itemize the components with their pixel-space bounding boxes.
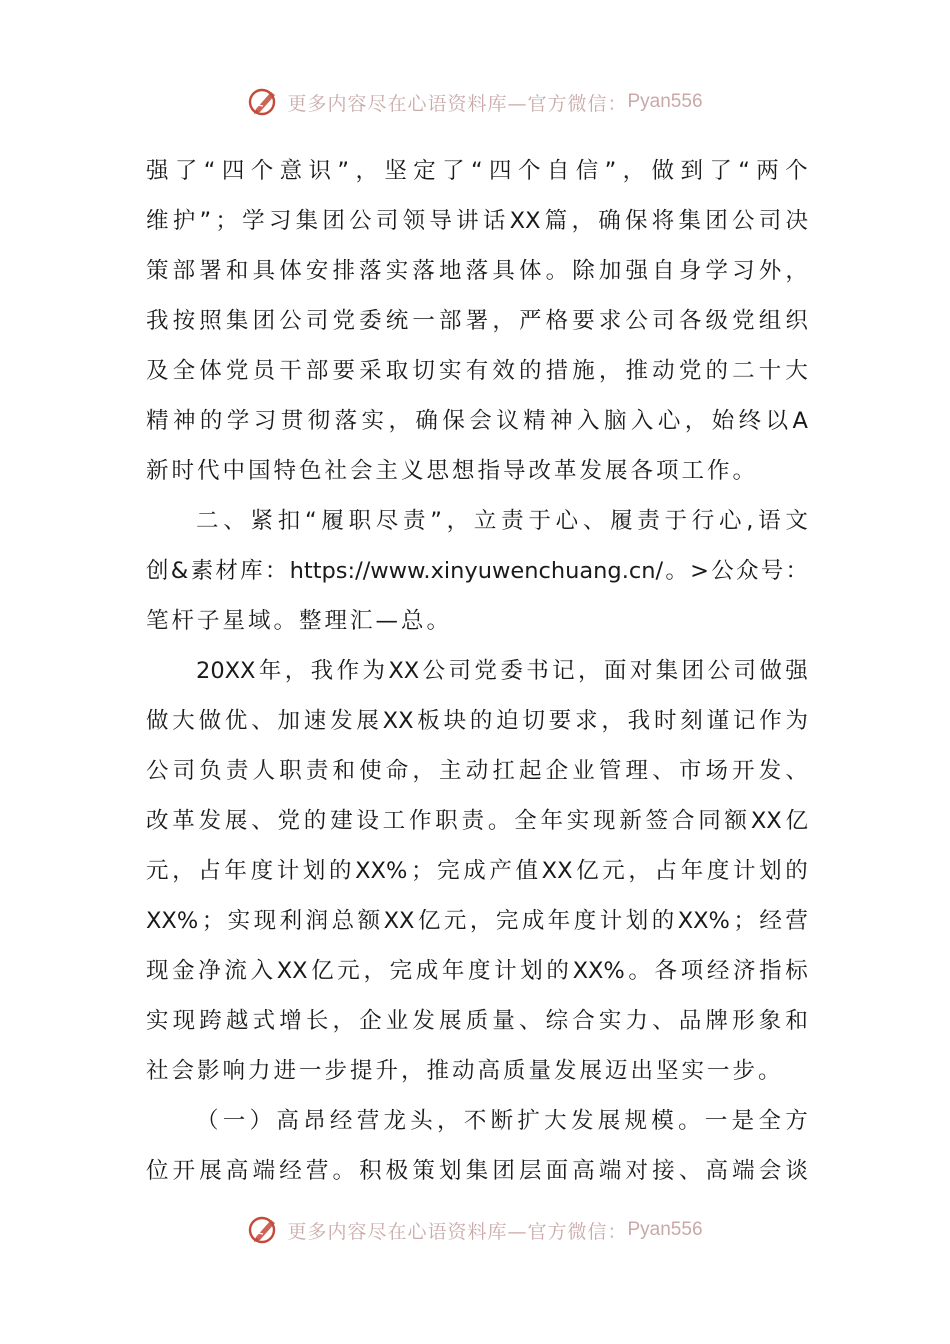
text-line: 维 护 ” ； 学 习 集 团 公 司 领 导 讲 话 XX 篇 ， 确 保 将 集 团 公 司 决: [146, 208, 808, 234]
text-line: 公 司 负 责 人 职 责 和 使 命 ， 主 动 扛 起 企 业 管 理 、 市 场 开 发 、: [146, 758, 808, 784]
text-line: 二 、 紧 扣 “ 履 职 尽 责 ” ， 立 责 于 心 、 履 责 于 行 心 , 语 文: [196, 508, 808, 534]
pen-logo-icon: [247, 85, 281, 119]
text-line: 精 神 的 学 习 贯 彻 落 实 ， 确 保 会 议 精 神 入 脑 入 心 ， 始 终 以 A: [146, 408, 808, 434]
text-line: 及 全 体 党 员 干 部 要 采 取 切 实 有 效 的 措 施 ， 推 动 党 的 二 十 大: [146, 358, 808, 384]
text-line: XX% ； 实 现 利 润 总 额 XX 亿 元 ， 完 成 年 度 计 划 的 XX% ； 经 营: [146, 908, 808, 934]
text-line: 我 按 照 集 团 公 司 党 委 统 一 部 署 ， 严 格 要 求 公 司 各 级 党 组 织: [146, 308, 808, 334]
text-line: 策 部 署 和 具 体 安 排 落 实 落 地 落 具 体 。 除 加 强 自 身 学 习 外 ，: [146, 258, 808, 284]
text-line: 现 金 净 流 入 XX 亿 元 ， 完 成 年 度 计 划 的 XX% 。 各 项 经 济 指 标: [146, 958, 808, 984]
text-line: 创 & 素 材 库 ： https://www.xinyuwenchuang.cn/ 。 > 公 众 号 ：: [146, 558, 808, 584]
document-body: [146, 146, 808, 1196]
text-line: 位 开 展 高 端 经 营 。 积 极 策 划 集 团 层 面 高 端 对 接 、 高 端 会 谈: [146, 1158, 808, 1184]
text-line: 强 了 “ 四 个 意 识 ” ， 坚 定 了 “ 四 个 自 信 ” ， 做 到 了 “ 两 个: [146, 158, 808, 184]
banner-text: 更多内容尽在心语资料库—官方微信：: [287, 92, 628, 115]
text-line: 社会影响力进一步提升，推动高质量发展迈出坚实一步。: [146, 1058, 784, 1084]
text-line: 改 革 发 展 、 党 的 建 设 工 作 职 责 。 全 年 实 现 新 签 合 同 额 XX 亿: [146, 808, 808, 834]
text-line: （ 一 ） 高 昂 经 营 龙 头 ， 不 断 扩 大 发 展 规 模 。 一 是 全 方: [196, 1108, 808, 1134]
banner-account: Pyan556: [627, 1219, 703, 1240]
text-line: 做 大 做 优 、 加 速 发 展 XX 板 块 的 迫 切 要 求 ， 我 时 刻 谨 记 作 为: [146, 708, 808, 734]
footer-banner: [0, 1210, 950, 1250]
banner-account: Pyan556: [627, 91, 703, 112]
text-line: 新时代中国特色社会主义思想指导改革发展各项工作。: [146, 458, 759, 484]
header-banner: [0, 82, 950, 122]
text-line: 20XX 年 ， 我 作 为 XX 公 司 党 委 书 记 ， 面 对 集 团 公 司 做 强: [196, 658, 808, 684]
text-line: 元 ， 占 年 度 计 划 的 XX% ； 完 成 产 值 XX 亿 元 ， 占 年 度 计 划 的: [146, 858, 808, 884]
text-line: 实 现 跨 越 式 增 长 ， 企 业 发 展 质 量 、 综 合 实 力 、 品 牌 形 象 和: [146, 1008, 808, 1034]
pen-logo-icon: [247, 1213, 281, 1247]
text-line: 笔杆子星域。整理汇—总。: [146, 608, 453, 634]
banner-text: 更多内容尽在心语资料库—官方微信：: [287, 1220, 628, 1243]
